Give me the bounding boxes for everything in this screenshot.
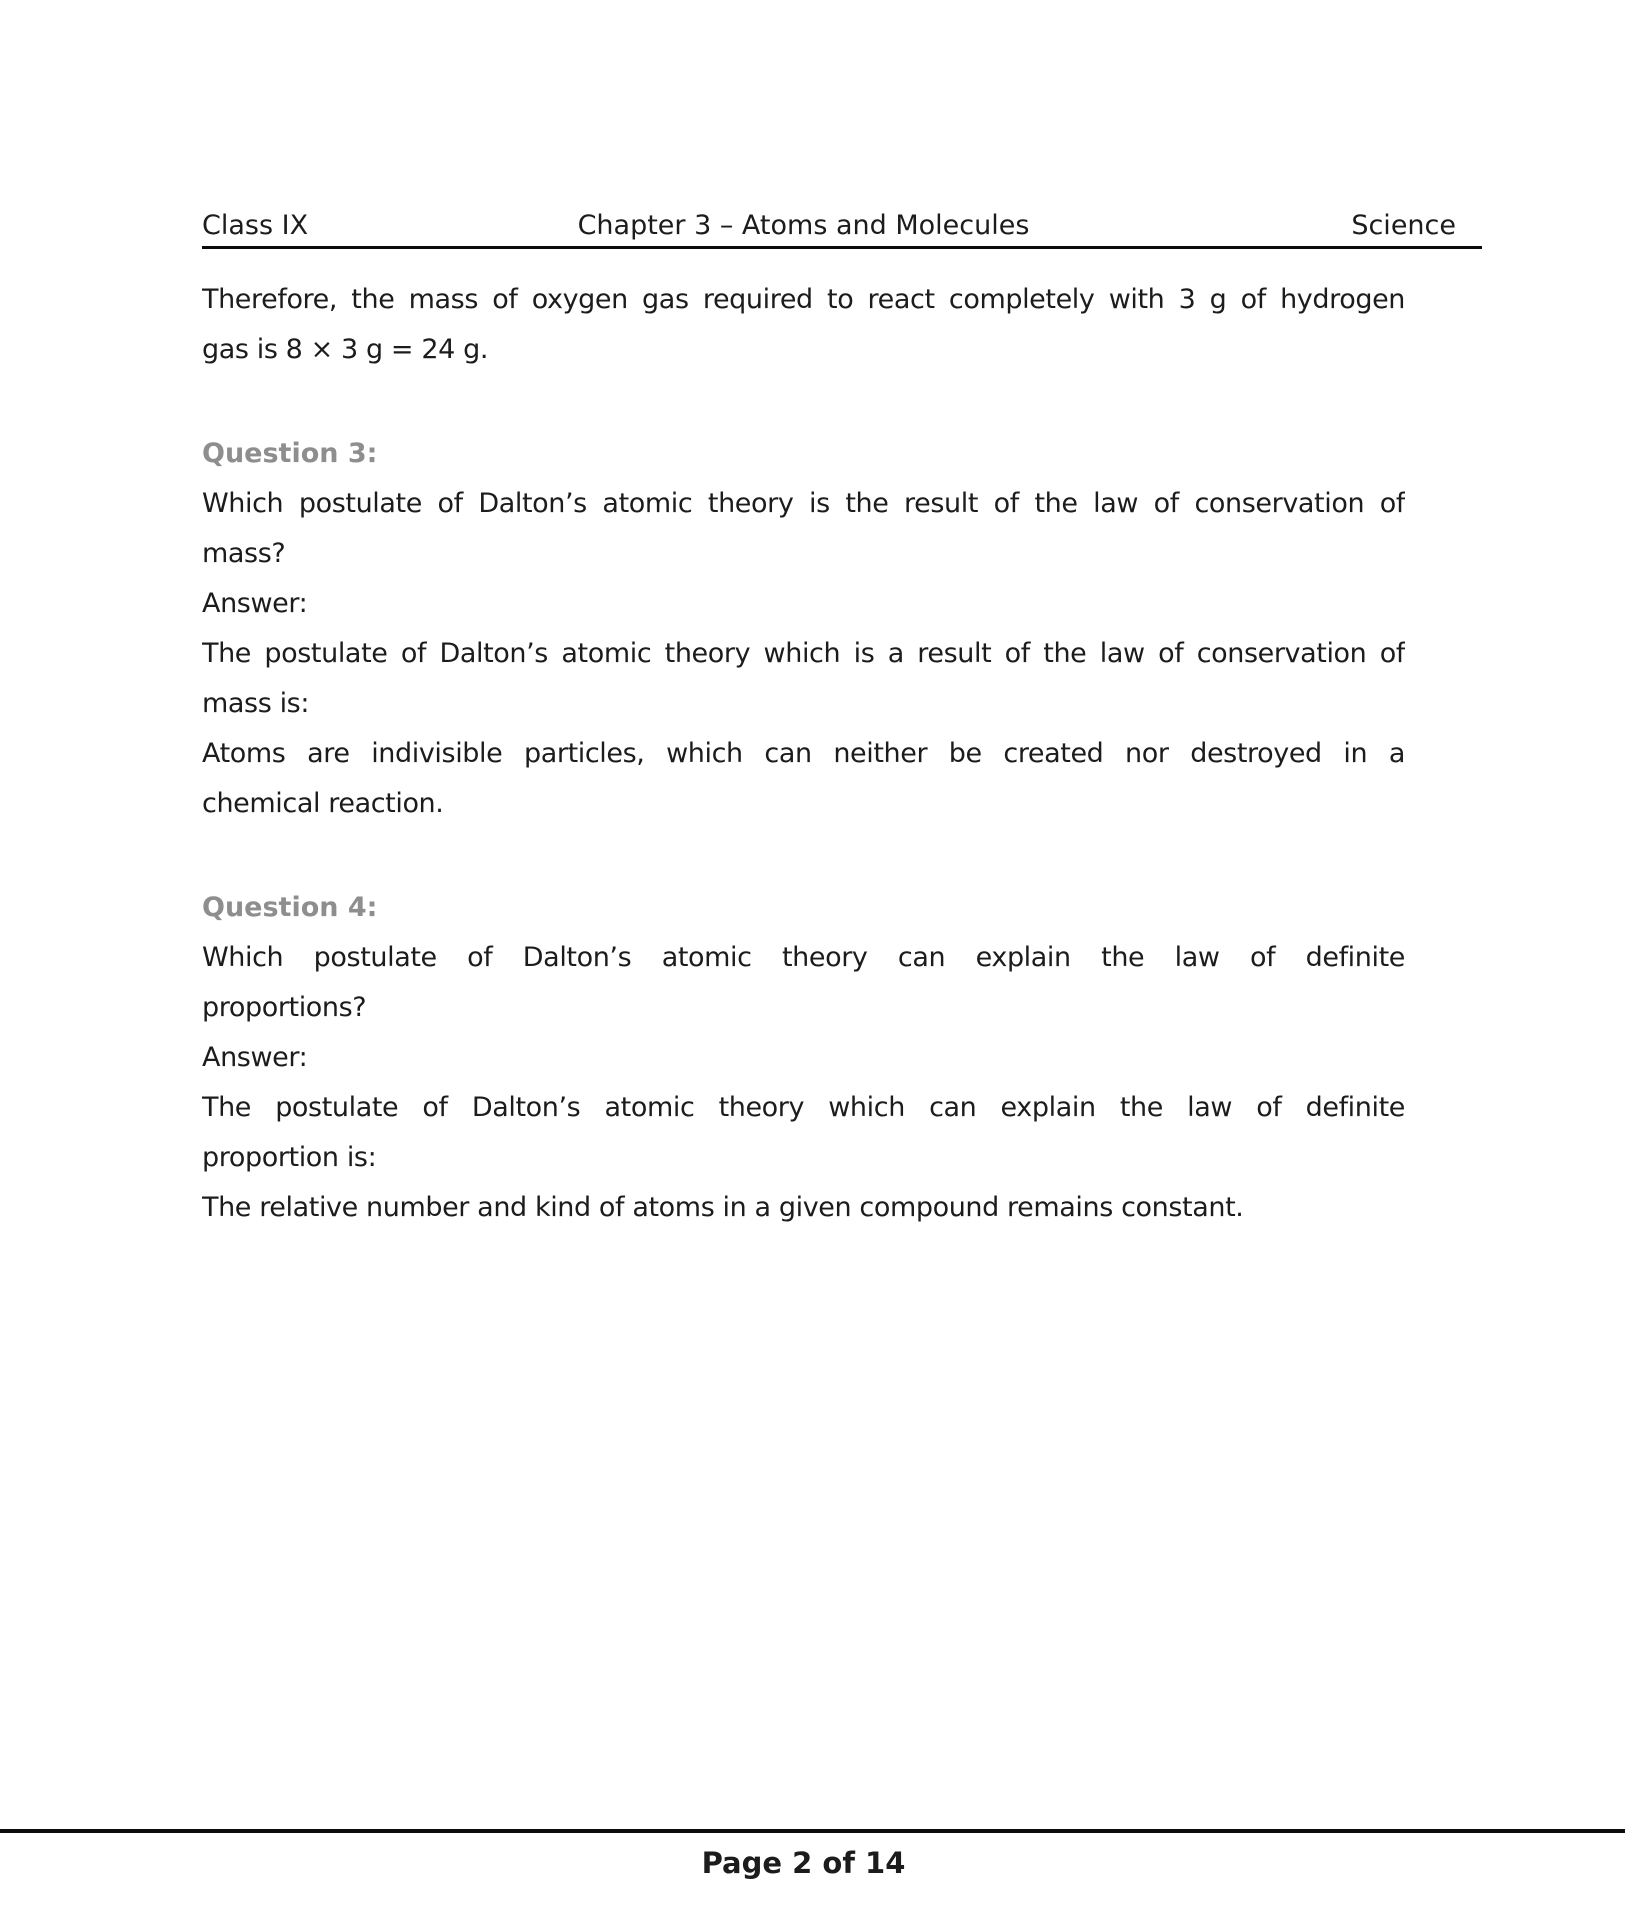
paragraph-block (202, 1183, 1405, 1233)
paragraph-block (202, 629, 1405, 729)
question-heading-block (202, 883, 1405, 933)
footer-rule (0, 1829, 1625, 1833)
text-line: mass is: (202, 688, 310, 719)
paragraph-block (202, 1083, 1405, 1183)
paragraph-block (202, 275, 1405, 375)
paragraph-block (202, 1033, 1405, 1083)
text-line: Atoms are indivisible particles, which can neither be created nor destroyed in a (202, 738, 1405, 769)
paragraph-block (202, 579, 1405, 629)
page-header (202, 204, 1482, 249)
header-chapter-title: Chapter 3 – Atoms and Molecules (577, 210, 1030, 241)
paragraph-block (202, 729, 1405, 829)
header-subject-label: Science (1351, 210, 1456, 241)
paragraph-block (202, 933, 1405, 1033)
text-line: Answer: (202, 1042, 308, 1073)
header-class-label: Class IX (202, 210, 309, 241)
text-line: The postulate of Dalton’s atomic theory which is a result of the law of conservation of (202, 638, 1405, 669)
text-line: Answer: (202, 588, 308, 619)
question-heading-text: Question 4: (202, 892, 378, 923)
page-number: Page 2 of 14 (701, 1846, 906, 1880)
document-body (202, 275, 1405, 1233)
text-line: Which postulate of Dalton’s atomic theory can explain the law of definite (202, 942, 1405, 973)
text-line: proportions? (202, 992, 367, 1023)
text-line: mass? (202, 538, 286, 569)
question-heading-block (202, 429, 1405, 479)
question-heading-text: Question 3: (202, 438, 378, 469)
text-line: The relative number and kind of atoms in a given compound remains constant. (202, 1192, 1244, 1223)
text-line: Therefore, the mass of oxygen gas required to react completely with 3 g of hydrogen (202, 284, 1405, 315)
text-line: chemical reaction. (202, 788, 444, 819)
text-line: Which postulate of Dalton’s atomic theory is the result of the law of conservation of (202, 488, 1405, 519)
paragraph-block (202, 479, 1405, 579)
text-line: The postulate of Dalton’s atomic theory which can explain the law of definite (202, 1092, 1405, 1123)
text-line: proportion is: (202, 1142, 377, 1173)
text-line: gas is 8 × 3 g = 24 g. (202, 334, 488, 365)
